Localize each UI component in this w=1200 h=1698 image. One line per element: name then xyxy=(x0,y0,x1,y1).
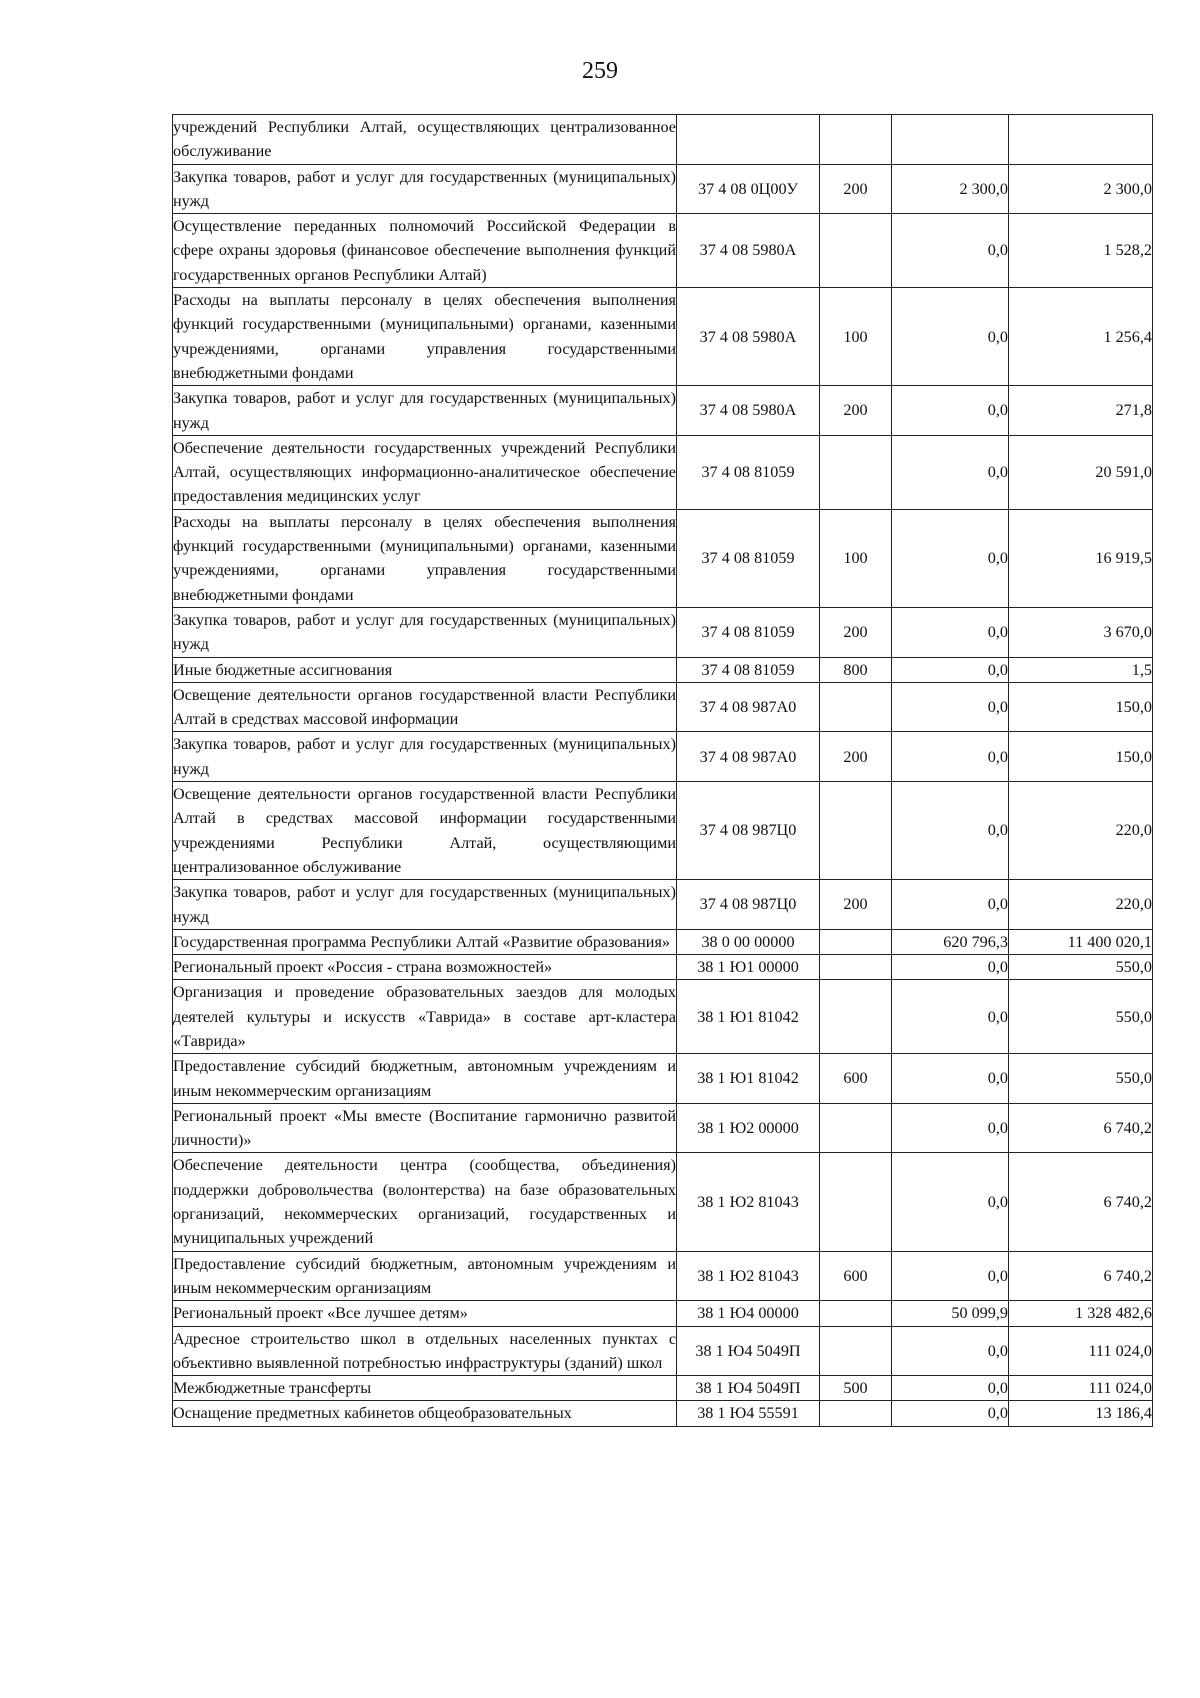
row-name: Закупка товаров, работ и услуг для государственных (муниципальных) нужд xyxy=(173,607,677,657)
row-amount-1: 0,0 xyxy=(892,682,1009,732)
row-expense-type xyxy=(820,1301,892,1326)
row-amount-1 xyxy=(892,115,1009,165)
row-amount-2 xyxy=(1009,115,1153,165)
row-code: 38 1 Ю1 81042 xyxy=(677,980,820,1054)
row-amount-2: 13 186,4 xyxy=(1009,1401,1153,1426)
row-amount-2: 550,0 xyxy=(1009,955,1153,980)
table-row xyxy=(173,288,1153,386)
row-code: 38 1 Ю4 5049П xyxy=(677,1376,820,1401)
row-code: 37 4 08 987А0 xyxy=(677,682,820,732)
row-amount-2: 6 740,2 xyxy=(1009,1153,1153,1251)
row-code: 38 0 00 00000 xyxy=(677,929,820,954)
row-amount-1: 0,0 xyxy=(892,955,1009,980)
row-amount-2: 550,0 xyxy=(1009,980,1153,1054)
row-amount-2: 11 400 020,1 xyxy=(1009,929,1153,954)
row-expense-type: 800 xyxy=(820,657,892,682)
row-name: Закупка товаров, работ и услуг для государственных (муниципальных) нужд xyxy=(173,732,677,782)
table-row xyxy=(173,929,1153,954)
row-expense-type: 500 xyxy=(820,1376,892,1401)
row-amount-1: 0,0 xyxy=(892,1326,1009,1376)
row-code: 38 1 Ю4 55591 xyxy=(677,1401,820,1426)
row-amount-1: 50 099,9 xyxy=(892,1301,1009,1326)
row-name: Адресное строительство школ в отдельных населенных пунктах с объективно выявленной потребностью инфраструктуры (зданий) школ xyxy=(173,1326,677,1376)
row-amount-2: 111 024,0 xyxy=(1009,1326,1153,1376)
row-amount-2: 550,0 xyxy=(1009,1054,1153,1104)
row-code xyxy=(677,115,820,165)
row-amount-1: 0,0 xyxy=(892,386,1009,436)
row-amount-2: 150,0 xyxy=(1009,682,1153,732)
row-amount-1: 0,0 xyxy=(892,214,1009,288)
row-name: Региональный проект «Все лучшее детям» xyxy=(173,1301,677,1326)
row-expense-type xyxy=(820,682,892,732)
row-name: Региональный проект «Мы вместе (Воспитание гармонично развитой личности)» xyxy=(173,1103,677,1153)
row-expense-type: 600 xyxy=(820,1054,892,1104)
row-amount-1: 0,0 xyxy=(892,1153,1009,1251)
table-row xyxy=(173,115,1153,165)
row-amount-2: 1 256,4 xyxy=(1009,288,1153,386)
row-amount-2: 1 528,2 xyxy=(1009,214,1153,288)
table-row xyxy=(173,1054,1153,1104)
row-expense-type xyxy=(820,1153,892,1251)
row-amount-2: 3 670,0 xyxy=(1009,607,1153,657)
table-row xyxy=(173,782,1153,880)
row-expense-type: 200 xyxy=(820,732,892,782)
budget-table xyxy=(172,114,1153,1427)
row-code: 38 1 Ю4 00000 xyxy=(677,1301,820,1326)
table-row xyxy=(173,955,1153,980)
row-amount-1: 0,0 xyxy=(892,782,1009,880)
row-name: Осуществление переданных полномочий Российской Федерации в сфере охраны здоровья (финансовое обеспечение выполнения функций государственных органов Республики Алтай) xyxy=(173,214,677,288)
row-expense-type: 100 xyxy=(820,288,892,386)
row-expense-type xyxy=(820,1103,892,1153)
row-amount-1: 0,0 xyxy=(892,607,1009,657)
row-amount-1: 620 796,3 xyxy=(892,929,1009,954)
row-name: Предоставление субсидий бюджетным, автономным учреждениям и иным некоммерческим организациям xyxy=(173,1251,677,1301)
row-amount-2: 16 919,5 xyxy=(1009,509,1153,607)
row-amount-2: 220,0 xyxy=(1009,782,1153,880)
row-name: Организация и проведение образовательных заездов для молодых деятелей культуры и искусств «Таврида» в составе арт-кластера «Таврида» xyxy=(173,980,677,1054)
row-expense-type xyxy=(820,782,892,880)
row-expense-type: 100 xyxy=(820,509,892,607)
table-row xyxy=(173,1301,1153,1326)
row-name: Иные бюджетные ассигнования xyxy=(173,657,677,682)
row-code: 38 1 Ю4 5049П xyxy=(677,1326,820,1376)
row-name: Закупка товаров, работ и услуг для государственных (муниципальных) нужд xyxy=(173,880,677,930)
row-expense-type: 200 xyxy=(820,386,892,436)
row-expense-type xyxy=(820,1326,892,1376)
row-name: Государственная программа Республики Алтай «Развитие образования» xyxy=(173,929,677,954)
table-row xyxy=(173,435,1153,509)
table-row xyxy=(173,164,1153,214)
row-code: 37 4 08 0Ц00У xyxy=(677,164,820,214)
row-amount-1: 0,0 xyxy=(892,732,1009,782)
row-amount-2: 111 024,0 xyxy=(1009,1376,1153,1401)
row-amount-1: 0,0 xyxy=(892,1054,1009,1104)
table-row xyxy=(173,980,1153,1054)
page-number: 259 xyxy=(582,58,618,84)
row-amount-1: 0,0 xyxy=(892,435,1009,509)
table-row xyxy=(173,880,1153,930)
row-expense-type xyxy=(820,115,892,165)
row-name: Предоставление субсидий бюджетным, автономным учреждениям и иным некоммерческим организациям xyxy=(173,1054,677,1104)
row-name: Закупка товаров, работ и услуг для государственных (муниципальных) нужд xyxy=(173,164,677,214)
table-row xyxy=(173,1251,1153,1301)
table-row xyxy=(173,607,1153,657)
row-code: 38 1 Ю2 00000 xyxy=(677,1103,820,1153)
row-amount-2: 6 740,2 xyxy=(1009,1103,1153,1153)
row-amount-1: 0,0 xyxy=(892,880,1009,930)
row-amount-1: 2 300,0 xyxy=(892,164,1009,214)
table-row xyxy=(173,214,1153,288)
row-name: Межбюджетные трансферты xyxy=(173,1376,677,1401)
row-expense-type xyxy=(820,214,892,288)
row-name: Обеспечение деятельности центра (сообщества, объединения) поддержки добровольчества (волонтерства) на базе образовательных организаций, некоммерческих организаций, государственных и муниципальных учреждений xyxy=(173,1153,677,1251)
row-code: 38 1 Ю1 81042 xyxy=(677,1054,820,1104)
row-amount-1: 0,0 xyxy=(892,1251,1009,1301)
row-code: 37 4 08 81059 xyxy=(677,435,820,509)
table-row xyxy=(173,1103,1153,1153)
table-row xyxy=(173,657,1153,682)
table-row xyxy=(173,1153,1153,1251)
row-name: Обеспечение деятельности государственных учреждений Республики Алтай, осуществляющих информационно-аналитическое обеспечение предоставления медицинских услуг xyxy=(173,435,677,509)
row-expense-type xyxy=(820,1401,892,1426)
row-amount-1: 0,0 xyxy=(892,980,1009,1054)
row-amount-1: 0,0 xyxy=(892,1376,1009,1401)
row-name: Региональный проект «Россия - страна возможностей» xyxy=(173,955,677,980)
row-expense-type: 600 xyxy=(820,1251,892,1301)
row-amount-1: 0,0 xyxy=(892,657,1009,682)
table-row xyxy=(173,509,1153,607)
table-row xyxy=(173,1326,1153,1376)
table-row xyxy=(173,732,1153,782)
row-amount-1: 0,0 xyxy=(892,288,1009,386)
row-expense-type xyxy=(820,980,892,1054)
row-name: Освещение деятельности органов государственной власти Республики Алтай в средствах массовой информации государственными учреждениями Республики Алтай, осуществляющими централизованное обслуживание xyxy=(173,782,677,880)
row-amount-2: 2 300,0 xyxy=(1009,164,1153,214)
row-expense-type xyxy=(820,435,892,509)
row-name: Закупка товаров, работ и услуг для государственных (муниципальных) нужд xyxy=(173,386,677,436)
row-expense-type: 200 xyxy=(820,880,892,930)
row-code: 38 1 Ю1 00000 xyxy=(677,955,820,980)
row-code: 37 4 08 987Ц0 xyxy=(677,782,820,880)
row-code: 37 4 08 5980А xyxy=(677,386,820,436)
row-expense-type: 200 xyxy=(820,164,892,214)
row-name: Освещение деятельности органов государственной власти Республики Алтай в средствах массовой информации xyxy=(173,682,677,732)
table-row xyxy=(173,1401,1153,1426)
row-amount-1: 0,0 xyxy=(892,1103,1009,1153)
table-row xyxy=(173,386,1153,436)
row-amount-2: 1 328 482,6 xyxy=(1009,1301,1153,1326)
row-code: 37 4 08 987Ц0 xyxy=(677,880,820,930)
row-name: Расходы на выплаты персоналу в целях обеспечения выполнения функций государственными (муниципальными) органами, казенными учреждениями, органами управления государственными внебюджетными фондами xyxy=(173,509,677,607)
row-expense-type xyxy=(820,929,892,954)
row-amount-1: 0,0 xyxy=(892,509,1009,607)
table-row xyxy=(173,682,1153,732)
row-amount-2: 20 591,0 xyxy=(1009,435,1153,509)
row-code: 37 4 08 987А0 xyxy=(677,732,820,782)
row-code: 37 4 08 81059 xyxy=(677,607,820,657)
row-amount-2: 271,8 xyxy=(1009,386,1153,436)
row-name: Оснащение предметных кабинетов общеобразовательных xyxy=(173,1401,677,1426)
row-code: 37 4 08 81059 xyxy=(677,657,820,682)
row-code: 37 4 08 81059 xyxy=(677,509,820,607)
row-expense-type xyxy=(820,955,892,980)
row-code: 38 1 Ю2 81043 xyxy=(677,1153,820,1251)
budget-table-body xyxy=(173,115,1153,1427)
row-amount-2: 220,0 xyxy=(1009,880,1153,930)
row-amount-2: 6 740,2 xyxy=(1009,1251,1153,1301)
row-amount-2: 150,0 xyxy=(1009,732,1153,782)
row-name: учреждений Республики Алтай, осуществляющих централизованное обслуживание xyxy=(173,115,677,165)
table-row xyxy=(173,1376,1153,1401)
row-code: 37 4 08 5980А xyxy=(677,214,820,288)
row-code: 37 4 08 5980А xyxy=(677,288,820,386)
row-amount-2: 1,5 xyxy=(1009,657,1153,682)
row-name: Расходы на выплаты персоналу в целях обеспечения выполнения функций государственными (муниципальными) органами, казенными учреждениями, органами управления государственными внебюджетными фондами xyxy=(173,288,677,386)
row-amount-1: 0,0 xyxy=(892,1401,1009,1426)
row-code: 38 1 Ю2 81043 xyxy=(677,1251,820,1301)
row-expense-type: 200 xyxy=(820,607,892,657)
